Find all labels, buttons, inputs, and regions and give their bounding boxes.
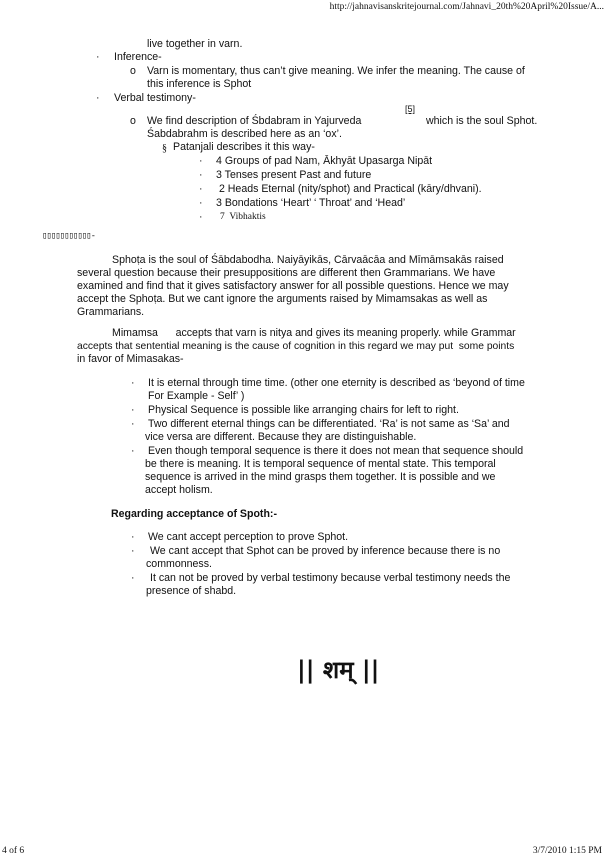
regarding-line: It can not be proved by verbal testimony because verbal testimony needs the bbox=[150, 572, 511, 584]
patanjali-item: 4 Groups of pad Nam, Ākhyāt Upasarga Nipāt bbox=[216, 155, 433, 167]
point-line: sequence is arrived in the mind grasps them together. It is possible and we bbox=[145, 471, 496, 483]
bullet-glyph: · bbox=[199, 155, 203, 167]
point-item bbox=[148, 404, 459, 417]
patanjali-item: 2 Heads Eternal (nity/sphot) and Practical (kāry/dhvani). bbox=[216, 183, 482, 195]
point-line: be there is meaning. It is temporal sequence of mental state. This temporal bbox=[145, 458, 496, 470]
patanjali-item: 3 Bondations ‘Heart’ ‘ Throat’ and ‘Head’ bbox=[216, 197, 406, 209]
footnote-ref-link[interactable]: [5] bbox=[405, 104, 416, 114]
regarding-line: presence of shabd. bbox=[146, 585, 237, 597]
bullet-glyph: · bbox=[199, 169, 203, 181]
bullet-glyph: · bbox=[96, 51, 100, 63]
point-line: For Example - Self’ ) bbox=[148, 390, 245, 402]
patanjali-item: 7 Vibhaktis bbox=[220, 212, 266, 222]
bullet-glyph: · bbox=[199, 197, 203, 209]
verbal-testimony-label: Verbal testimony- bbox=[114, 92, 196, 104]
paragraph-sphota bbox=[77, 254, 567, 319]
paragraph-mimamsa bbox=[77, 327, 567, 366]
paragraph-line: examined and find that it gives satisfactory answer for all possible questions. Hence we may bbox=[77, 280, 509, 292]
regarding-item bbox=[146, 572, 511, 598]
patanjali-line: Patanjali describes it this way- bbox=[173, 141, 315, 153]
point-item bbox=[145, 445, 524, 497]
paragraph-line: several question because their presuppositions are different then Grammarians. We have bbox=[77, 267, 496, 279]
bullet-glyph: · bbox=[199, 183, 203, 195]
regarding-item bbox=[146, 545, 501, 571]
regarding-heading: Regarding acceptance of Spoth:- bbox=[111, 508, 277, 520]
paragraph-line: accept the Sphoṭa. But we cant ignore the arguments raised by Mimamsakas as well as bbox=[77, 293, 488, 305]
verbal-line-1-end: which is the soul Sphot. bbox=[426, 115, 538, 127]
paragraph-line: in favor of Mimasakas- bbox=[77, 353, 184, 365]
point-line: Even though temporal sequence is there it does not mean that sequence should bbox=[148, 445, 524, 457]
bullet-glyph: · bbox=[131, 545, 135, 557]
point-line: It is eternal through time time. (other one eternity is described as ‘beyond of time bbox=[148, 377, 525, 389]
print-datetime: 3/7/2010 1:15 PM bbox=[532, 846, 602, 856]
bullet-glyph: · bbox=[131, 418, 135, 430]
paragraph-line: accepts that sentential meaning is the cause of cognition in this regard we may put some points bbox=[77, 341, 515, 352]
paragraph-line: Sphoṭa is the soul of Śābdabodha. Naiyāyikās, Cārvaācāa and Mīmāmsakās raised bbox=[112, 254, 504, 266]
point-line: accept holism. bbox=[145, 484, 213, 496]
inference-line-2: this inference is Sphot bbox=[147, 78, 252, 90]
outline-line-varn: live together in varn. bbox=[147, 38, 243, 50]
closing-shamam: || शम् || bbox=[297, 656, 380, 684]
bullet-glyph: · bbox=[131, 404, 135, 416]
patanjali-item: 3 Tenses present Past and future bbox=[216, 169, 372, 181]
paragraph-line: Mimamsa accepts that varn is nitya and gives its meaning properly. while Grammar bbox=[112, 327, 516, 339]
point-item bbox=[145, 418, 510, 444]
verbal-line-2: Śabdabrahm is described here as an ‘ox’. bbox=[147, 128, 342, 140]
bullet-glyph: · bbox=[96, 92, 100, 104]
bullet-glyph: · bbox=[199, 211, 203, 223]
bullet-glyph: · bbox=[131, 531, 135, 543]
section-bullet: § bbox=[162, 143, 167, 154]
circle-bullet: o bbox=[130, 65, 136, 77]
inference-line-1: Varn is momentary, thus can’t give meaning. We infer the meaning. The cause of bbox=[147, 65, 525, 77]
regarding-item bbox=[148, 531, 348, 544]
page-number: 4 of 6 bbox=[2, 846, 25, 856]
regarding-line: We cant accept perception to prove Sphot. bbox=[148, 531, 349, 543]
paragraph-line: Grammarians. bbox=[77, 306, 145, 318]
regarding-line: commonness. bbox=[146, 558, 212, 570]
bullet-glyph: · bbox=[131, 377, 135, 389]
point-line: Two different eternal things can be differentiated. ‘Ra’ is not same as ‘Sa’ and bbox=[148, 418, 510, 430]
point-line: Physical Sequence is possible like arranging chairs for left to right. bbox=[148, 404, 459, 416]
point-item bbox=[148, 377, 525, 403]
side-label: ▯▯▯▯▯▯▯▯▯▯▯- bbox=[42, 231, 96, 241]
verbal-line-1 bbox=[147, 115, 361, 128]
bullet-glyph: · bbox=[131, 445, 135, 457]
circle-bullet: o bbox=[130, 115, 136, 127]
bullet-glyph: · bbox=[131, 572, 135, 584]
page-url: http://jahnavisanskritejournal.com/Jahnavi_20th%20April%20Issue/A... bbox=[329, 2, 604, 12]
regarding-line: We cant accept that Sphot can be proved by inference because there is no bbox=[150, 545, 501, 557]
point-line: vice versa are different. Because they are distinguishable. bbox=[145, 431, 417, 443]
inference-label: Inference- bbox=[114, 51, 162, 63]
verbal-line-1-text: We find description of Śbdabram in Yajurveda bbox=[147, 115, 362, 127]
